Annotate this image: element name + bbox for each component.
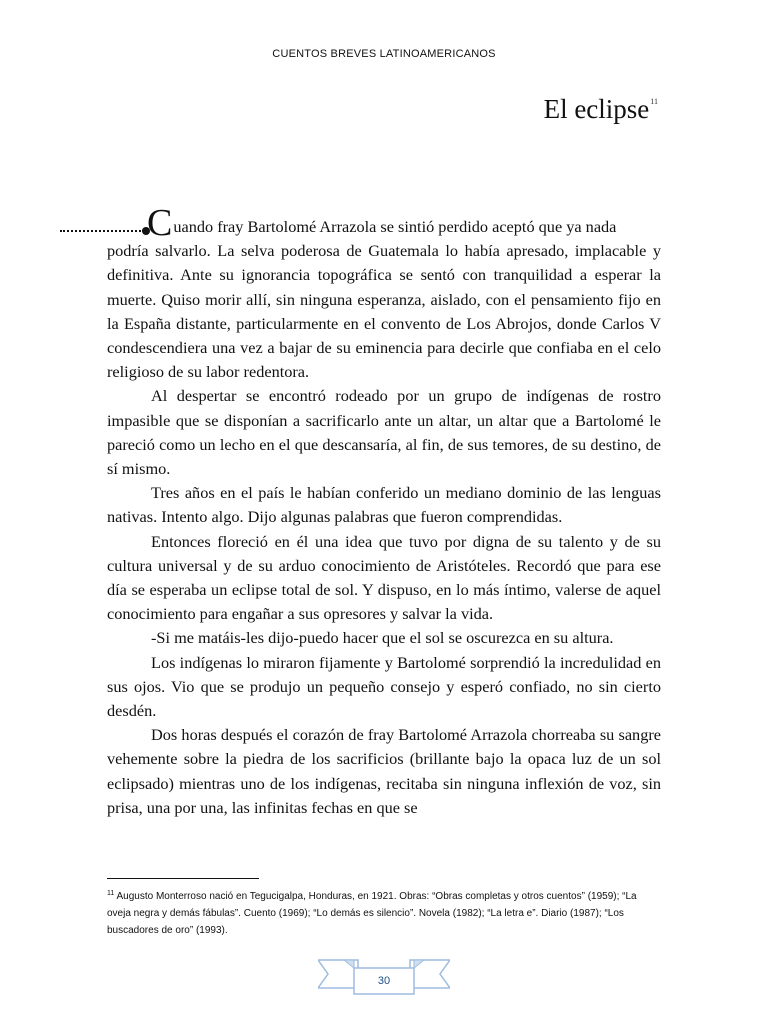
- title-footnote-ref[interactable]: 11: [650, 97, 658, 106]
- paragraph-7: Dos horas después el corazón de fray Bartolomé Arrazola chorreaba su sangre vehemente sobre la piedra de los sacrificios (brillante bajo la opaca luz de un sol eclipsado) mientras uno de los indígenas, recitaba sin ninguna inflexión de voz, sin prisa, una por una, las infinitas fechas en que se: [107, 725, 661, 817]
- footnote-text: Augusto Monterroso nació en Tegucigalpa, Honduras, en 1921. Obras: “Obras completas y otros cuentos” (1959); “La oveja negra y demás fábulas”. Cuento (1969); “Lo demás es silencio”. Novela (1982); “La letra e”. Diario (1987); “Los buscadores de oro” (1993).: [107, 891, 637, 936]
- drop-cap: C: [147, 202, 173, 244]
- footnote: [107, 885, 663, 939]
- story-body: [107, 202, 661, 820]
- paragraph-4: Entonces floreció en él una idea que tuvo por digna de su talento y de su cultura universal y de su arduo conocimiento de Aristóteles. Recordó que para ese día se esperaba un eclipse total de sol. Y dispuso, en lo más íntimo, valerse de aquel conocimiento para engañar a sus opresores y salvar la vida.: [107, 531, 661, 624]
- first-line-text: uando fray Bartolomé Arrazola se sintió perdido aceptó que ya nada: [173, 217, 617, 236]
- story-title: [544, 94, 658, 125]
- paragraph-6: Los indígenas lo miraron fijamente y Bartolomé sorprendió la incredulidad en sus ojos. Vio que se produjo un pequeño consejo y esperó confiado, no sin cierto desdén.: [107, 652, 661, 721]
- first-line: [147, 202, 661, 244]
- paragraph-text: podría salvarlo. La selva poderosa de Guatemala lo había apresado, implacable y definitiva. Ante su ignorancia topográfica se sentó con tranquilidad a esperar la muerte. Quiso morir allí, sin ninguna esperanza, aislado, con el pensamiento fijo en la España distante, particularmente en el convento de Los Abrojos, donde Carlos V condescendiera una vez a bajar de su eminencia para decirle que confiaba en el celo religioso de su labor redentora.: [107, 241, 661, 382]
- running-header: CUENTOS BREVES LATINOAMERICANOS: [272, 48, 496, 60]
- page-number: 30: [377, 975, 391, 987]
- paragraph-2: Al despertar se encontró rodeado por un grupo de indígenas de rostro impasible que se disponían a sacrificarlo ante un altar, un altar que a Bartolomé le pareció como un lecho en el que descansaría, al fin, de sus temores, de su destino, de sí mismo.: [107, 386, 661, 479]
- footnote-divider: [107, 878, 259, 879]
- paragraph-3: Tres años en el país le habían conferido un mediano dominio de las lenguas nativas. Intento algo. Dijo algunas palabras que fueron comprendidas.: [107, 483, 661, 527]
- footnote-marker: 11: [107, 890, 115, 897]
- story-title-text: El eclipse: [543, 94, 650, 124]
- paragraph-1: [107, 202, 661, 384]
- paragraph-5: -Si me matáis-les dijo-puedo hacer que el sol se oscurezca en su altura.: [151, 628, 614, 648]
